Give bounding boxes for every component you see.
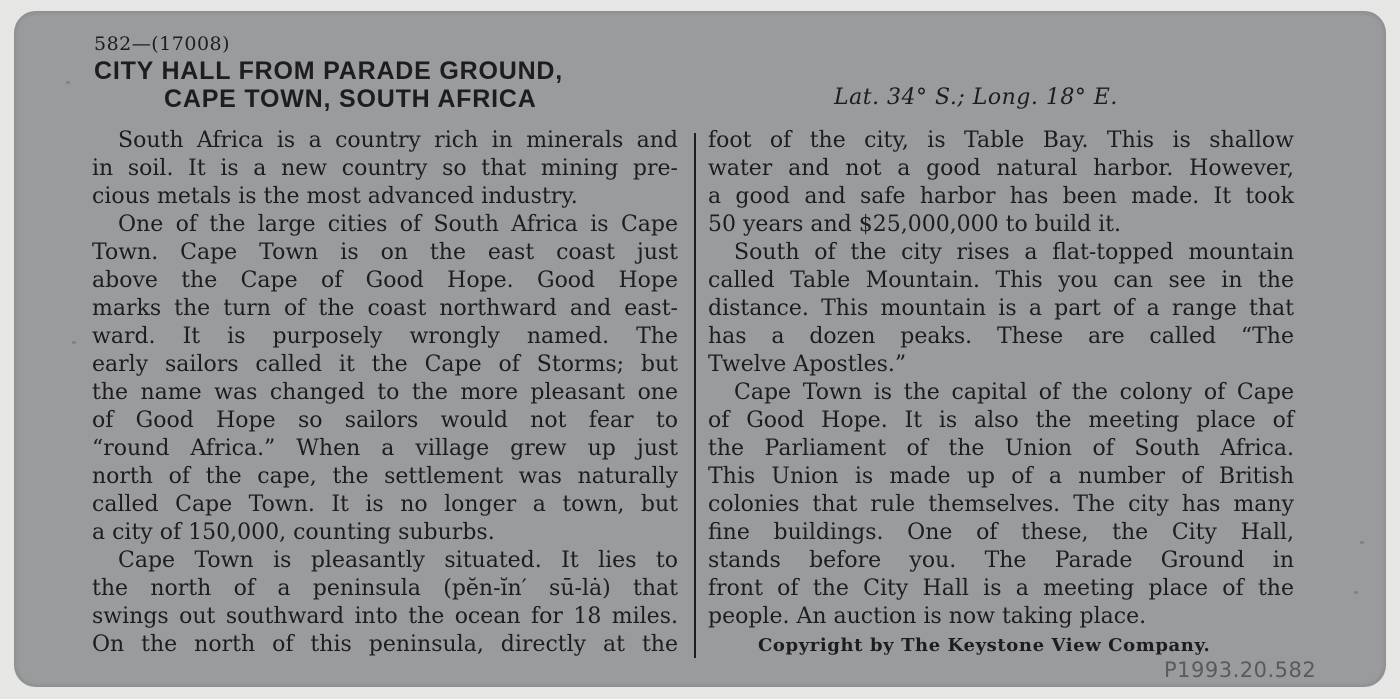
text-line: foot of the city, is Table Bay. This is shallow (708, 128, 1294, 153)
text-line: has a dozen peaks. These are called “The (708, 324, 1294, 349)
text-line: called Table Mountain. This you can see in the (708, 268, 1294, 293)
text-line: Cape Town is pleasantly situated. It lies to (118, 548, 678, 573)
copyright-notice: Copyright by The Keystone View Company. (758, 635, 1211, 656)
text-line: South of the city rises a flat-topped mountain (734, 240, 1294, 265)
card-number: 582—(17008) (94, 33, 231, 55)
text-line: water and not a good natural harbor. However, (708, 156, 1294, 181)
paper-speck (1354, 591, 1358, 594)
text-line: of Good Hope. It is also the meeting place of (708, 408, 1294, 433)
column-divider (694, 133, 696, 658)
paper-speck (66, 81, 70, 84)
text-line: a good and safe harbor has been made. It took (708, 184, 1294, 209)
text-line: Town. Cape Town is on the east coast just (92, 240, 678, 265)
text-line: front of the City Hall is a meeting place of the (708, 576, 1294, 601)
text-line: people. An auction is now taking place. (708, 604, 1147, 629)
text-line: South Africa is a country rich in minerals and (118, 128, 678, 153)
text-line: in soil. It is a new country so that mining pre- (92, 156, 678, 181)
text-line: On the north of this peninsula, directly at the (92, 632, 678, 657)
text-line: Cape Town is the capital of the colony of Cape (734, 380, 1294, 405)
text-line: distance. This mountain is a part of a range that (708, 296, 1294, 321)
text-line: marks the turn of the coast northward and east- (92, 296, 678, 321)
text-line: cious metals is the most advanced industry. (92, 184, 578, 209)
stereoview-card-back (14, 11, 1386, 687)
text-line: ward. It is purposely wrongly named. The (92, 324, 678, 349)
text-line: Twelve Apostles.” (708, 352, 907, 377)
text-line: the Parliament of the Union of South Africa. (708, 436, 1294, 461)
text-line: stands before you. The Parade Ground in (708, 548, 1294, 573)
card-title-line-2: CAPE TOWN, SOUTH AFRICA (164, 85, 537, 113)
text-line: colonies that rule themselves. The city has many (708, 492, 1294, 517)
left-text-column (92, 127, 678, 659)
text-line: One of the large cities of South Africa is Cape (118, 212, 678, 237)
text-line: 50 years and $25,000,000 to build it. (708, 212, 1122, 237)
card-title-line-1: CITY HALL FROM PARADE GROUND, (94, 57, 564, 85)
text-line: north of the cape, the settlement was naturally (92, 464, 678, 489)
paper-speck (72, 341, 76, 344)
text-line: the name was changed to the more pleasant one (92, 380, 678, 405)
right-text-column (708, 127, 1294, 631)
text-line: fine buildings. One of these, the City Hall, (708, 520, 1294, 545)
text-line: the north of a peninsula (pĕn-ĭn′ sū-lȧ) that (92, 576, 678, 601)
text-line: “round Africa.” When a village grew up just (92, 436, 678, 461)
text-line: called Cape Town. It is no longer a town, but (92, 492, 678, 517)
text-line: swings out southward into the ocean for 18 miles. (92, 604, 678, 629)
latitude-longitude: Lat. 34° S.; Long. 18° E. (834, 85, 1118, 110)
text-line: early sailors called it the Cape of Storms; but (92, 352, 678, 377)
accession-number: P1993.20.582 (1164, 658, 1317, 682)
text-line: above the Cape of Good Hope. Good Hope (92, 268, 678, 293)
text-line: This Union is made up of a number of British (708, 464, 1294, 489)
text-line: of Good Hope so sailors would not fear to (92, 408, 678, 433)
text-line: a city of 150,000, counting suburbs. (92, 520, 495, 545)
paper-speck (1360, 541, 1364, 544)
